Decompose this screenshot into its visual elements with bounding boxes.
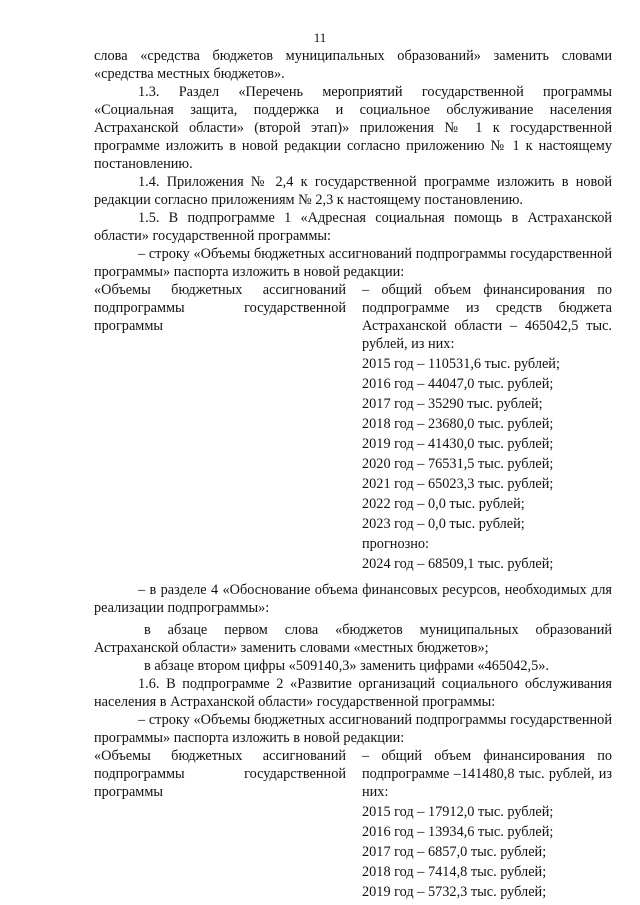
paragraph-1-3: 1.3. Раздел «Перечень мероприятий государственной программы «Социальная защита, поддержка и социальное обслуживание населения Астраханской области» (второй этап)» приложения № 1 к государственной программе изложить в новой редакции согласно приложению № 1 к настоящему постановлению.: [94, 84, 612, 172]
budget-table-label: «Объемы бюджетных ассигнований подпрограммы государственной программы: [94, 282, 346, 334]
page-number: 11: [313, 30, 327, 45]
budget-year-row: 2016 год – 13934,6 тыс. рублей;: [362, 824, 554, 840]
budget-table-values: [362, 281, 612, 575]
paragraph-1-5: 1.5. В подпрограмме 1 «Адресная социальная помощь в Астраханской области» государственной программы:: [94, 210, 612, 244]
budget-year-row: 2024 год – 68509,1 тыс. рублей;: [362, 556, 554, 572]
budget-year-row: 2015 год – 17912,0 тыс. рублей;: [362, 804, 554, 820]
budget-year-row: 2019 год – 41430,0 тыс. рублей;: [362, 436, 554, 452]
budget-year-row: 2019 год – 5732,3 тыс. рублей;: [362, 884, 547, 900]
budget-year-row: 2016 год – 44047,0 тыс. рублей;: [362, 376, 554, 392]
budget-year-row: 2021 год – 65023,3 тыс. рублей;: [362, 476, 554, 492]
budget-forecast-label: прогнозно:: [362, 536, 430, 552]
paragraph-row-instruction-1: – строку «Объемы бюджетных ассигнований подпрограммы государственной программы» паспорта изложить в новой редакции:: [94, 246, 612, 280]
paragraph-1-6: 1.6. В подпрограмме 2 «Развитие организаций социального обслуживания населения в Астраханской области» государственной программы:: [94, 676, 612, 710]
budget-total: – общий объем финансирования по подпрограмме из средств бюджета Астраханской области – 465042,5 тыс. рублей, из них:: [362, 282, 612, 352]
budget-year-row: 2017 год – 6857,0 тыс. рублей;: [362, 844, 547, 860]
budget-year-row: 2022 год – 0,0 тыс. рублей;: [362, 496, 525, 512]
paragraph-second-indent: в абзаце втором цифры «509140,3» заменить цифрами «465042,5».: [144, 658, 549, 674]
budget-table-label: «Объемы бюджетных ассигнований подпрограммы государственной программы: [94, 748, 346, 800]
paragraph-row-instruction-2: – строку «Объемы бюджетных ассигнований подпрограммы государственной программы» паспорта изложить в новой редакции:: [94, 712, 612, 746]
budget-year-row: 2020 год – 76531,5 тыс. рублей;: [362, 456, 554, 472]
paragraph-first-indent: в абзаце первом слова «бюджетов муниципальных образований Астраханской области» заменить словами «местных бюджетов»;: [94, 622, 612, 656]
budget-year-row: 2018 год – 23680,0 тыс. рублей;: [362, 416, 554, 432]
budget-year-row: 2023 год – 0,0 тыс. рублей;: [362, 516, 525, 532]
document-body: [94, 47, 612, 903]
budget-table-subprogram-2: [94, 747, 612, 903]
budget-table-subprogram-1: [94, 281, 612, 575]
budget-year-row: 2015 год – 110531,6 тыс. рублей;: [362, 356, 560, 372]
budget-total: – общий объем финансирования по подпрограмме –141480,8 тыс. рублей, из них:: [362, 748, 612, 800]
budget-table-values: [362, 747, 612, 903]
budget-year-row: 2017 год – 35290 тыс. рублей;: [362, 396, 543, 412]
paragraph-replace-local-budgets: слова «средства бюджетов муниципальных образований» заменить словами «средства местных бюджетов».: [94, 48, 612, 82]
paragraph-1-4: 1.4. Приложения № 2,4 к государственной программе изложить в новой редакции согласно приложениям № 2,3 к настоящему постановлению.: [94, 174, 612, 208]
budget-year-row: 2018 год – 7414,8 тыс. рублей;: [362, 864, 547, 880]
paragraph-section-4: – в разделе 4 «Обоснование объема финансовых ресурсов, необходимых для реализации подпрограммы»:: [94, 582, 612, 616]
